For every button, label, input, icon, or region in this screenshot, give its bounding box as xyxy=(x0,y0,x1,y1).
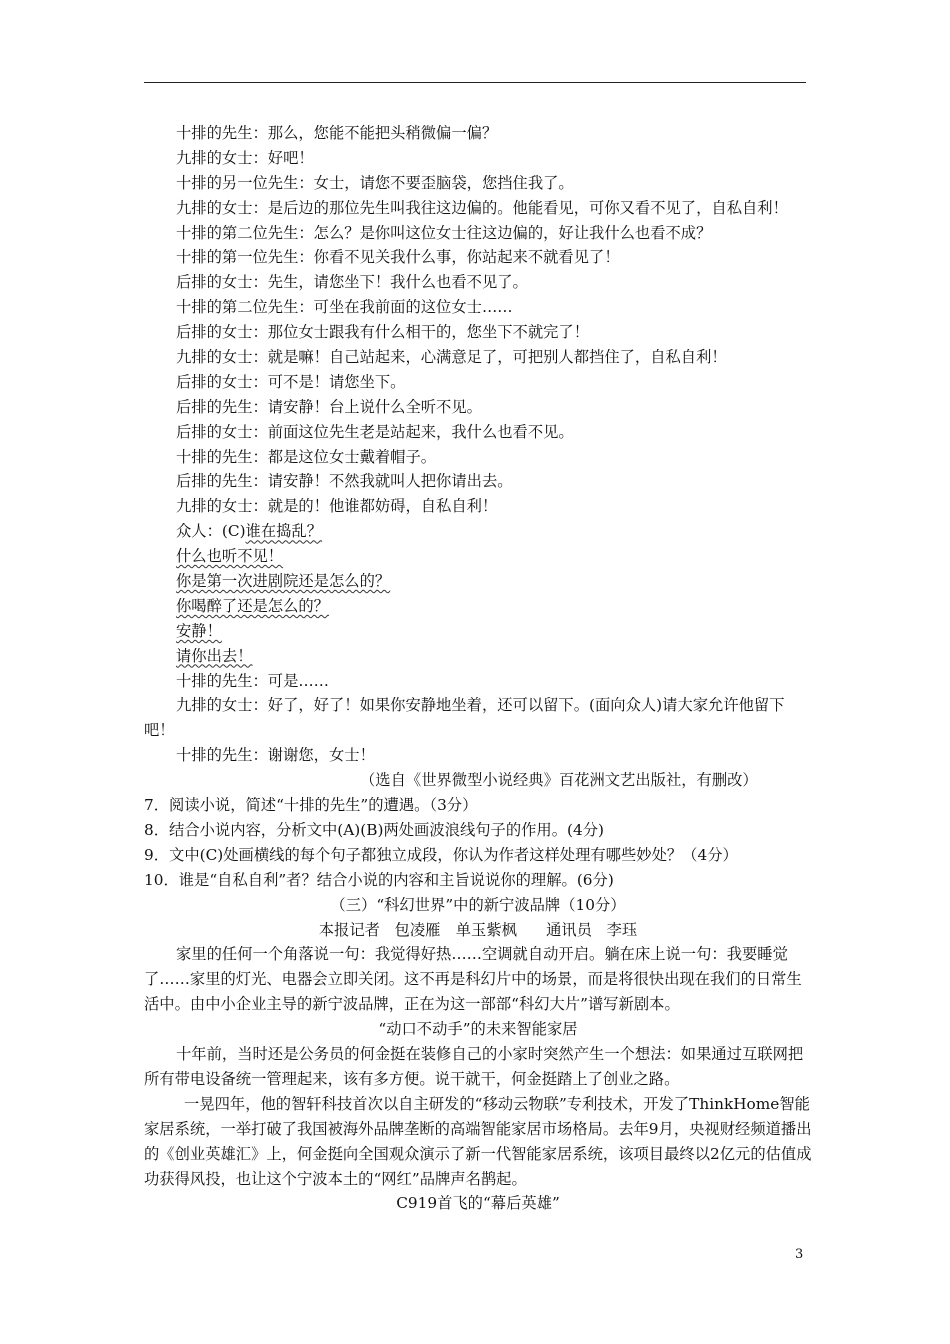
crowd-sentence: 什么也听不见！ xyxy=(176,547,284,566)
question-item: 8．结合小说内容，分析文中(A)(B)两处画波浪线句子的作用。(4分) xyxy=(144,820,604,839)
crowd-line xyxy=(144,594,812,619)
crowd-line xyxy=(144,644,812,669)
dialogue-line: 十排的先生：可是…… xyxy=(176,671,329,690)
reporter-names: 包凌雁 单玉紫枫 xyxy=(394,920,517,939)
dialogue-line: 后排的先生：请安静！台上说什么全听不见。 xyxy=(176,397,482,416)
dialogue-line: 后排的先生：请安静！不然我就叫人把你请出去。 xyxy=(176,472,513,491)
body-paragraph: 十年前，当时还是公务员的何金挺在装修自己的小家时突然产生一个想法：如果通过互联网把所有带电设备统一管理起来，该有多方便。说干就干，何金挺踏上了创业之路。 xyxy=(144,1045,804,1088)
crowd-sentence: 你是第一次进剧院还是怎么的？ xyxy=(176,572,391,591)
dialogue-line: 十排的第一位先生：你看不见关我什么事，你站起来不就看见了！ xyxy=(176,248,620,267)
correspondent-label: 通讯员 xyxy=(546,920,593,939)
source-note: （选自《世界微型小说经典》百花洲文艺出版社，有删改） xyxy=(360,771,758,790)
dialogue-line: 后排的女士：那位女士跟我有什么相干的，您坐下不就完了！ xyxy=(176,323,590,342)
section-title: （三）“科幻世界”中的新宁波品牌（10分） xyxy=(330,895,626,914)
byline xyxy=(144,918,812,943)
crowd-line xyxy=(144,569,812,594)
dialogue-line: 十排的先生：都是这位女士戴着帽子。 xyxy=(176,447,437,466)
dialogue-line: 十排的另一位先生：女士，请您不要歪脑袋，您挡住我了。 xyxy=(176,173,574,192)
header-rule xyxy=(144,82,806,83)
dialogue-paragraph: 九排的女士：好了，好了！如果你安静地坐着，还可以留下。(面向众人)请大家允许他留下吧！ xyxy=(144,696,785,740)
reporter-label: 本报记者 xyxy=(318,920,380,939)
body-paragraph: 一晃四年，他的智轩科技首次以自主研发的“移动云物联”专利技术，开发了ThinkHome智能家居系统，一举打破了我国被海外品牌垄断的高端智能家居市场格局。去年9月，央视财经频道播出的《创业英雄汇》上，何金挺向全国观众演示了新一代智能家居系统，该项目最终以2亿元的估值成功获得风投，也让这个宁波本土的“网红”品牌声名鹊起。 xyxy=(144,1094,812,1188)
crowd-prefix: 众人：(C) xyxy=(176,522,246,541)
dialogue-line: 后排的女士：前面这位先生老是站起来，我什么也看不见。 xyxy=(176,422,574,441)
question-item: 9．文中(C)处画横线的每个句子都独立成段，你认为作者这样处理有哪些妙处？（4分） xyxy=(144,845,738,864)
crowd-line xyxy=(144,619,812,644)
question-item: 10．谁是“自私自利”者？结合小说的内容和主旨说说你的理解。(6分) xyxy=(144,870,614,889)
dialogue-line: 九排的女士：就是嘛！自己站起来，心满意足了，可把别人都挡住了，自私自利！ xyxy=(176,348,727,367)
crowd-sentence: 安静！ xyxy=(176,621,222,640)
subheading: C919首飞的“幕后英雄” xyxy=(396,1194,560,1213)
page-number: 3 xyxy=(795,1247,804,1262)
dialogue-line: 十排的第二位先生：可坐在我前面的这位女士…… xyxy=(176,298,513,317)
dialogue-line: 九排的女士：是后边的那位先生叫我往这边偏的。他能看见，可你又看不见了，自私自利！ xyxy=(176,198,788,217)
crowd-sentence: 请你出去！ xyxy=(176,646,253,665)
crowd-sentence: 你喝醉了还是怎么的？ xyxy=(176,596,329,615)
document-body xyxy=(144,121,812,1216)
correspondent-name: 李珏 xyxy=(606,920,638,939)
dialogue-line: 后排的女士：先生，请您坐下！我什么也看不见了。 xyxy=(176,273,528,292)
dialogue-line: 十排的先生：那么，您能不能把头稍微偏一偏？ xyxy=(176,124,498,142)
crowd-line xyxy=(144,544,812,569)
intro-paragraph: 家里的任何一个角落说一句：我觉得好热……空调就自动开启。躺在床上说一句：我要睡觉了……家里的灯光、电器会立即关闭。这不再是科幻片中的场景，而是将很快出现在我们的日常生活中。由中小企业主导的新宁波品牌，正在为这一部部“科幻大片”谱写新剧本。 xyxy=(144,945,802,1014)
question-item: 7．阅读小说，简述“十排的先生”的遭遇。（3分） xyxy=(144,796,478,815)
dialogue-line: 九排的女士：好吧！ xyxy=(176,148,314,167)
dialogue-line: 九排的女士：就是的！他谁都妨碍，自私自利！ xyxy=(176,497,498,516)
dialogue-line: 后排的女士：可不是！请您坐下。 xyxy=(176,372,406,391)
dialogue-line: 十排的先生：谢谢您，女士！ xyxy=(176,746,375,765)
crowd-line-first xyxy=(144,519,812,544)
dialogue-line: 十排的第二位先生：怎么？是你叫这位女士往这边偏的，好让我什么也看不成？ xyxy=(176,223,712,242)
crowd-sentence: 谁在捣乱？ xyxy=(245,522,323,541)
subheading: “动口不动手”的未来智能家居 xyxy=(378,1020,578,1039)
